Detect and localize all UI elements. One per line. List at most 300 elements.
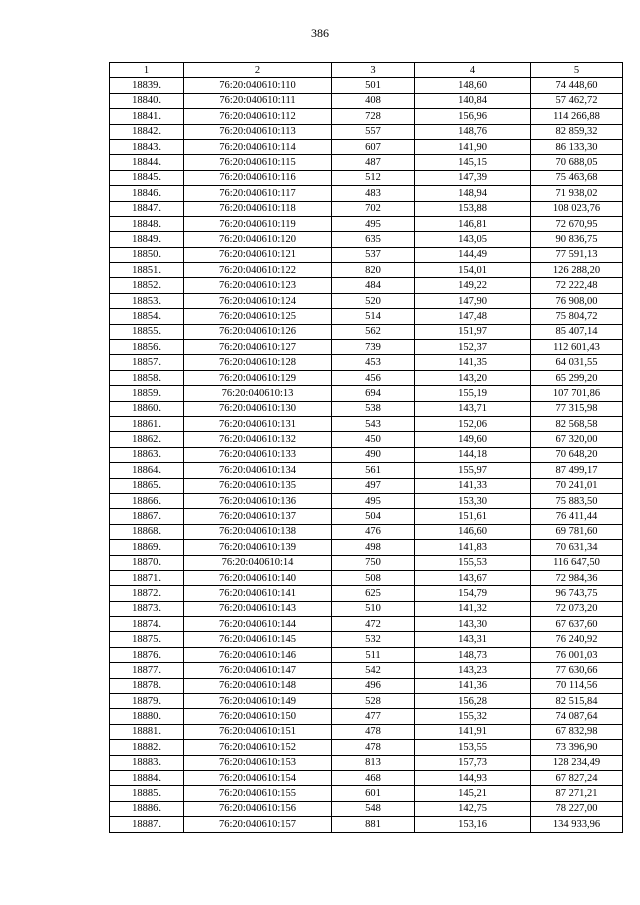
table-row (110, 416, 623, 431)
table-row (110, 755, 623, 770)
cadastral-number-cell: 76:20:040610:121 (184, 247, 332, 262)
rate-cell: 156,96 (415, 109, 531, 124)
amount-cell: 75 463,68 (531, 170, 623, 185)
amount-cell: 114 266,88 (531, 109, 623, 124)
table-row (110, 386, 623, 401)
rate-cell: 146,81 (415, 216, 531, 231)
row-number-cell: 18839. (110, 78, 184, 93)
table-row (110, 801, 623, 816)
amount-cell: 96 743,75 (531, 586, 623, 601)
rate-cell: 143,67 (415, 570, 531, 585)
value-cell: 532 (332, 632, 415, 647)
cadastral-number-cell: 76:20:040610:146 (184, 647, 332, 662)
table-row (110, 432, 623, 447)
rate-cell: 143,20 (415, 370, 531, 385)
amount-cell: 74 448,60 (531, 78, 623, 93)
amount-cell: 70 648,20 (531, 447, 623, 462)
page-number: 386 (311, 26, 329, 40)
value-cell: 520 (332, 293, 415, 308)
table-row (110, 724, 623, 739)
cadastral-number-cell: 76:20:040610:156 (184, 801, 332, 816)
row-number-cell: 18873. (110, 601, 184, 616)
rate-cell: 141,83 (415, 540, 531, 555)
rate-cell: 141,91 (415, 724, 531, 739)
column-header: 5 (531, 63, 623, 78)
amount-cell: 77 591,13 (531, 247, 623, 262)
value-cell: 607 (332, 139, 415, 154)
row-number-cell: 18860. (110, 401, 184, 416)
cadastral-number-cell: 76:20:040610:115 (184, 155, 332, 170)
row-number-cell: 18875. (110, 632, 184, 647)
table-header-row (110, 63, 623, 78)
value-cell: 512 (332, 170, 415, 185)
row-number-cell: 18843. (110, 139, 184, 154)
value-cell: 496 (332, 678, 415, 693)
rate-cell: 141,33 (415, 478, 531, 493)
rate-cell: 147,39 (415, 170, 531, 185)
table-row (110, 247, 623, 262)
value-cell: 813 (332, 755, 415, 770)
value-cell: 453 (332, 355, 415, 370)
table-row (110, 786, 623, 801)
row-number-cell: 18841. (110, 109, 184, 124)
row-number-cell: 18882. (110, 740, 184, 755)
amount-cell: 67 637,60 (531, 617, 623, 632)
cadastral-number-cell: 76:20:040610:118 (184, 201, 332, 216)
column-header: 4 (415, 63, 531, 78)
cadastral-number-cell: 76:20:040610:114 (184, 139, 332, 154)
cadastral-number-cell: 76:20:040610:140 (184, 570, 332, 585)
rate-cell: 149,22 (415, 278, 531, 293)
value-cell: 450 (332, 432, 415, 447)
table-row (110, 216, 623, 231)
amount-cell: 87 271,21 (531, 786, 623, 801)
rate-cell: 141,90 (415, 139, 531, 154)
table-row (110, 447, 623, 462)
table-row (110, 740, 623, 755)
data-table (109, 62, 623, 833)
value-cell: 510 (332, 601, 415, 616)
row-number-cell: 18887. (110, 817, 184, 832)
table-row (110, 232, 623, 247)
value-cell: 561 (332, 463, 415, 478)
cadastral-number-cell: 76:20:040610:113 (184, 124, 332, 139)
cadastral-number-cell: 76:20:040610:133 (184, 447, 332, 462)
value-cell: 497 (332, 478, 415, 493)
value-cell: 484 (332, 278, 415, 293)
rate-cell: 141,35 (415, 355, 531, 370)
table-row (110, 493, 623, 508)
cadastral-number-cell: 76:20:040610:138 (184, 524, 332, 539)
value-cell: 476 (332, 524, 415, 539)
table-row (110, 355, 623, 370)
value-cell: 508 (332, 570, 415, 585)
cadastral-number-cell: 76:20:040610:129 (184, 370, 332, 385)
amount-cell: 64 031,55 (531, 355, 623, 370)
cadastral-number-cell: 76:20:040610:130 (184, 401, 332, 416)
row-number-cell: 18886. (110, 801, 184, 816)
value-cell: 548 (332, 801, 415, 816)
amount-cell: 70 688,05 (531, 155, 623, 170)
cadastral-number-cell: 76:20:040610:147 (184, 663, 332, 678)
amount-cell: 82 568,58 (531, 416, 623, 431)
table-row (110, 586, 623, 601)
value-cell: 478 (332, 740, 415, 755)
cadastral-number-cell: 76:20:040610:122 (184, 263, 332, 278)
column-header: 3 (332, 63, 415, 78)
amount-cell: 85 407,14 (531, 324, 623, 339)
row-number-cell: 18877. (110, 663, 184, 678)
row-number-cell: 18869. (110, 540, 184, 555)
row-number-cell: 18855. (110, 324, 184, 339)
value-cell: 468 (332, 770, 415, 785)
table-row (110, 263, 623, 278)
rate-cell: 144,49 (415, 247, 531, 262)
table-row (110, 770, 623, 785)
row-number-cell: 18854. (110, 309, 184, 324)
row-number-cell: 18874. (110, 617, 184, 632)
rate-cell: 142,75 (415, 801, 531, 816)
rate-cell: 144,18 (415, 447, 531, 462)
rate-cell: 155,53 (415, 555, 531, 570)
value-cell: 504 (332, 509, 415, 524)
amount-cell: 67 832,98 (531, 724, 623, 739)
cadastral-number-cell: 76:20:040610:126 (184, 324, 332, 339)
row-number-cell: 18872. (110, 586, 184, 601)
value-cell: 543 (332, 416, 415, 431)
table-row (110, 170, 623, 185)
table-row (110, 201, 623, 216)
table-row (110, 155, 623, 170)
amount-cell: 134 933,96 (531, 817, 623, 832)
row-number-cell: 18879. (110, 694, 184, 709)
row-number-cell: 18868. (110, 524, 184, 539)
table-row (110, 93, 623, 108)
rate-cell: 143,05 (415, 232, 531, 247)
row-number-cell: 18880. (110, 709, 184, 724)
table-row (110, 109, 623, 124)
cadastral-number-cell: 76:20:040610:155 (184, 786, 332, 801)
row-number-cell: 18847. (110, 201, 184, 216)
table-row (110, 124, 623, 139)
table-row (110, 186, 623, 201)
amount-cell: 72 073,20 (531, 601, 623, 616)
table-row (110, 139, 623, 154)
cadastral-number-cell: 76:20:040610:150 (184, 709, 332, 724)
amount-cell: 107 701,86 (531, 386, 623, 401)
cadastral-number-cell: 76:20:040610:152 (184, 740, 332, 755)
amount-cell: 72 670,95 (531, 216, 623, 231)
rate-cell: 147,48 (415, 309, 531, 324)
value-cell: 538 (332, 401, 415, 416)
cadastral-number-cell: 76:20:040610:136 (184, 493, 332, 508)
amount-cell: 70 114,56 (531, 678, 623, 693)
amount-cell: 126 288,20 (531, 263, 623, 278)
row-number-cell: 18881. (110, 724, 184, 739)
table-row (110, 340, 623, 355)
amount-cell: 112 601,43 (531, 340, 623, 355)
table-row (110, 678, 623, 693)
rate-cell: 148,73 (415, 647, 531, 662)
cadastral-number-cell: 76:20:040610:134 (184, 463, 332, 478)
amount-cell: 70 631,34 (531, 540, 623, 555)
cadastral-number-cell: 76:20:040610:124 (184, 293, 332, 308)
rate-cell: 153,30 (415, 493, 531, 508)
amount-cell: 71 938,02 (531, 186, 623, 201)
value-cell: 694 (332, 386, 415, 401)
cadastral-number-cell: 76:20:040610:127 (184, 340, 332, 355)
table-row (110, 309, 623, 324)
value-cell: 495 (332, 216, 415, 231)
rate-cell: 155,19 (415, 386, 531, 401)
amount-cell: 108 023,76 (531, 201, 623, 216)
value-cell: 483 (332, 186, 415, 201)
amount-cell: 72 222,48 (531, 278, 623, 293)
row-number-cell: 18840. (110, 93, 184, 108)
table-body (110, 78, 623, 832)
cadastral-number-cell: 76:20:040610:116 (184, 170, 332, 185)
value-cell: 456 (332, 370, 415, 385)
rate-cell: 143,23 (415, 663, 531, 678)
value-cell: 562 (332, 324, 415, 339)
row-number-cell: 18848. (110, 216, 184, 231)
rate-cell: 154,79 (415, 586, 531, 601)
rate-cell: 143,30 (415, 617, 531, 632)
cadastral-number-cell: 76:20:040610:149 (184, 694, 332, 709)
rate-cell: 149,60 (415, 432, 531, 447)
value-cell: 511 (332, 647, 415, 662)
table-row (110, 647, 623, 662)
value-cell: 408 (332, 93, 415, 108)
cadastral-number-cell: 76:20:040610:119 (184, 216, 332, 231)
row-number-cell: 18885. (110, 786, 184, 801)
table-row (110, 817, 623, 832)
cadastral-number-cell: 76:20:040610:143 (184, 601, 332, 616)
cadastral-number-cell: 76:20:040610:145 (184, 632, 332, 647)
cadastral-number-cell: 76:20:040610:14 (184, 555, 332, 570)
value-cell: 739 (332, 340, 415, 355)
table-row (110, 78, 623, 93)
cadastral-number-cell: 76:20:040610:125 (184, 309, 332, 324)
cadastral-number-cell: 76:20:040610:13 (184, 386, 332, 401)
value-cell: 625 (332, 586, 415, 601)
cadastral-number-cell: 76:20:040610:157 (184, 817, 332, 832)
row-number-cell: 18856. (110, 340, 184, 355)
value-cell: 542 (332, 663, 415, 678)
cadastral-number-cell: 76:20:040610:144 (184, 617, 332, 632)
table-row (110, 293, 623, 308)
table-row (110, 617, 623, 632)
rate-cell: 146,60 (415, 524, 531, 539)
rate-cell: 153,55 (415, 740, 531, 755)
row-number-cell: 18863. (110, 447, 184, 462)
amount-cell: 86 133,30 (531, 139, 623, 154)
cadastral-number-cell: 76:20:040610:131 (184, 416, 332, 431)
amount-cell: 77 630,66 (531, 663, 623, 678)
row-number-cell: 18878. (110, 678, 184, 693)
amount-cell: 87 499,17 (531, 463, 623, 478)
table-row (110, 632, 623, 647)
table-row (110, 401, 623, 416)
row-number-cell: 18851. (110, 263, 184, 278)
table-row (110, 663, 623, 678)
table-row (110, 524, 623, 539)
table-row (110, 570, 623, 585)
row-number-cell: 18850. (110, 247, 184, 262)
value-cell: 881 (332, 817, 415, 832)
amount-cell: 82 859,32 (531, 124, 623, 139)
amount-cell: 74 087,64 (531, 709, 623, 724)
cadastral-number-cell: 76:20:040610:151 (184, 724, 332, 739)
row-number-cell: 18859. (110, 386, 184, 401)
amount-cell: 75 883,50 (531, 493, 623, 508)
rate-cell: 154,01 (415, 263, 531, 278)
rate-cell: 152,37 (415, 340, 531, 355)
table-row (110, 278, 623, 293)
rate-cell: 155,97 (415, 463, 531, 478)
value-cell: 537 (332, 247, 415, 262)
cadastral-number-cell: 76:20:040610:139 (184, 540, 332, 555)
row-number-cell: 18846. (110, 186, 184, 201)
amount-cell: 76 411,44 (531, 509, 623, 524)
rate-cell: 151,97 (415, 324, 531, 339)
value-cell: 601 (332, 786, 415, 801)
row-number-cell: 18871. (110, 570, 184, 585)
table-row (110, 601, 623, 616)
cadastral-number-cell: 76:20:040610:110 (184, 78, 332, 93)
value-cell: 702 (332, 201, 415, 216)
amount-cell: 76 908,00 (531, 293, 623, 308)
value-cell: 498 (332, 540, 415, 555)
row-number-cell: 18876. (110, 647, 184, 662)
row-number-cell: 18844. (110, 155, 184, 170)
row-number-cell: 18867. (110, 509, 184, 524)
table-row (110, 509, 623, 524)
row-number-cell: 18858. (110, 370, 184, 385)
cadastral-number-cell: 76:20:040610:135 (184, 478, 332, 493)
table-row (110, 540, 623, 555)
cadastral-number-cell: 76:20:040610:137 (184, 509, 332, 524)
value-cell: 557 (332, 124, 415, 139)
cadastral-number-cell: 76:20:040610:128 (184, 355, 332, 370)
amount-cell: 65 299,20 (531, 370, 623, 385)
amount-cell: 67 827,24 (531, 770, 623, 785)
rate-cell: 153,16 (415, 817, 531, 832)
rate-cell: 145,21 (415, 786, 531, 801)
table-row (110, 555, 623, 570)
rate-cell: 141,32 (415, 601, 531, 616)
table-row (110, 709, 623, 724)
rate-cell: 144,93 (415, 770, 531, 785)
rate-cell: 145,15 (415, 155, 531, 170)
row-number-cell: 18861. (110, 416, 184, 431)
amount-cell: 72 984,36 (531, 570, 623, 585)
value-cell: 528 (332, 694, 415, 709)
value-cell: 501 (332, 78, 415, 93)
amount-cell: 75 804,72 (531, 309, 623, 324)
row-number-cell: 18842. (110, 124, 184, 139)
rate-cell: 155,32 (415, 709, 531, 724)
value-cell: 820 (332, 263, 415, 278)
value-cell: 487 (332, 155, 415, 170)
rate-cell: 143,31 (415, 632, 531, 647)
table-row (110, 324, 623, 339)
table-row (110, 370, 623, 385)
cadastral-number-cell: 76:20:040610:132 (184, 432, 332, 447)
table-row (110, 694, 623, 709)
value-cell: 478 (332, 724, 415, 739)
cadastral-number-cell: 76:20:040610:123 (184, 278, 332, 293)
cadastral-number-cell: 76:20:040610:112 (184, 109, 332, 124)
amount-cell: 76 001,03 (531, 647, 623, 662)
rate-cell: 152,06 (415, 416, 531, 431)
amount-cell: 73 396,90 (531, 740, 623, 755)
rate-cell: 148,60 (415, 78, 531, 93)
cadastral-number-cell: 76:20:040610:148 (184, 678, 332, 693)
amount-cell: 82 515,84 (531, 694, 623, 709)
value-cell: 490 (332, 447, 415, 462)
row-number-cell: 18864. (110, 463, 184, 478)
amount-cell: 128 234,49 (531, 755, 623, 770)
amount-cell: 78 227,00 (531, 801, 623, 816)
rate-cell: 143,71 (415, 401, 531, 416)
amount-cell: 76 240,92 (531, 632, 623, 647)
cadastral-number-cell: 76:20:040610:154 (184, 770, 332, 785)
row-number-cell: 18866. (110, 493, 184, 508)
rate-cell: 140,84 (415, 93, 531, 108)
value-cell: 635 (332, 232, 415, 247)
row-number-cell: 18857. (110, 355, 184, 370)
row-number-cell: 18845. (110, 170, 184, 185)
row-number-cell: 18849. (110, 232, 184, 247)
amount-cell: 90 836,75 (531, 232, 623, 247)
rate-cell: 141,36 (415, 678, 531, 693)
value-cell: 477 (332, 709, 415, 724)
amount-cell: 67 320,00 (531, 432, 623, 447)
value-cell: 750 (332, 555, 415, 570)
amount-cell: 116 647,50 (531, 555, 623, 570)
rate-cell: 156,28 (415, 694, 531, 709)
row-number-cell: 18870. (110, 555, 184, 570)
table-row (110, 463, 623, 478)
amount-cell: 77 315,98 (531, 401, 623, 416)
cadastral-number-cell: 76:20:040610:153 (184, 755, 332, 770)
rate-cell: 157,73 (415, 755, 531, 770)
row-number-cell: 18852. (110, 278, 184, 293)
amount-cell: 70 241,01 (531, 478, 623, 493)
value-cell: 514 (332, 309, 415, 324)
rate-cell: 148,94 (415, 186, 531, 201)
amount-cell: 69 781,60 (531, 524, 623, 539)
rate-cell: 147,90 (415, 293, 531, 308)
rate-cell: 151,61 (415, 509, 531, 524)
cadastral-number-cell: 76:20:040610:120 (184, 232, 332, 247)
row-number-cell: 18853. (110, 293, 184, 308)
table-row (110, 478, 623, 493)
row-number-cell: 18865. (110, 478, 184, 493)
column-header: 1 (110, 63, 184, 78)
row-number-cell: 18883. (110, 755, 184, 770)
rate-cell: 153,88 (415, 201, 531, 216)
rate-cell: 148,76 (415, 124, 531, 139)
row-number-cell: 18884. (110, 770, 184, 785)
cadastral-number-cell: 76:20:040610:117 (184, 186, 332, 201)
amount-cell: 57 462,72 (531, 93, 623, 108)
cadastral-number-cell: 76:20:040610:111 (184, 93, 332, 108)
value-cell: 495 (332, 493, 415, 508)
cadastral-number-cell: 76:20:040610:141 (184, 586, 332, 601)
column-header: 2 (184, 63, 332, 78)
